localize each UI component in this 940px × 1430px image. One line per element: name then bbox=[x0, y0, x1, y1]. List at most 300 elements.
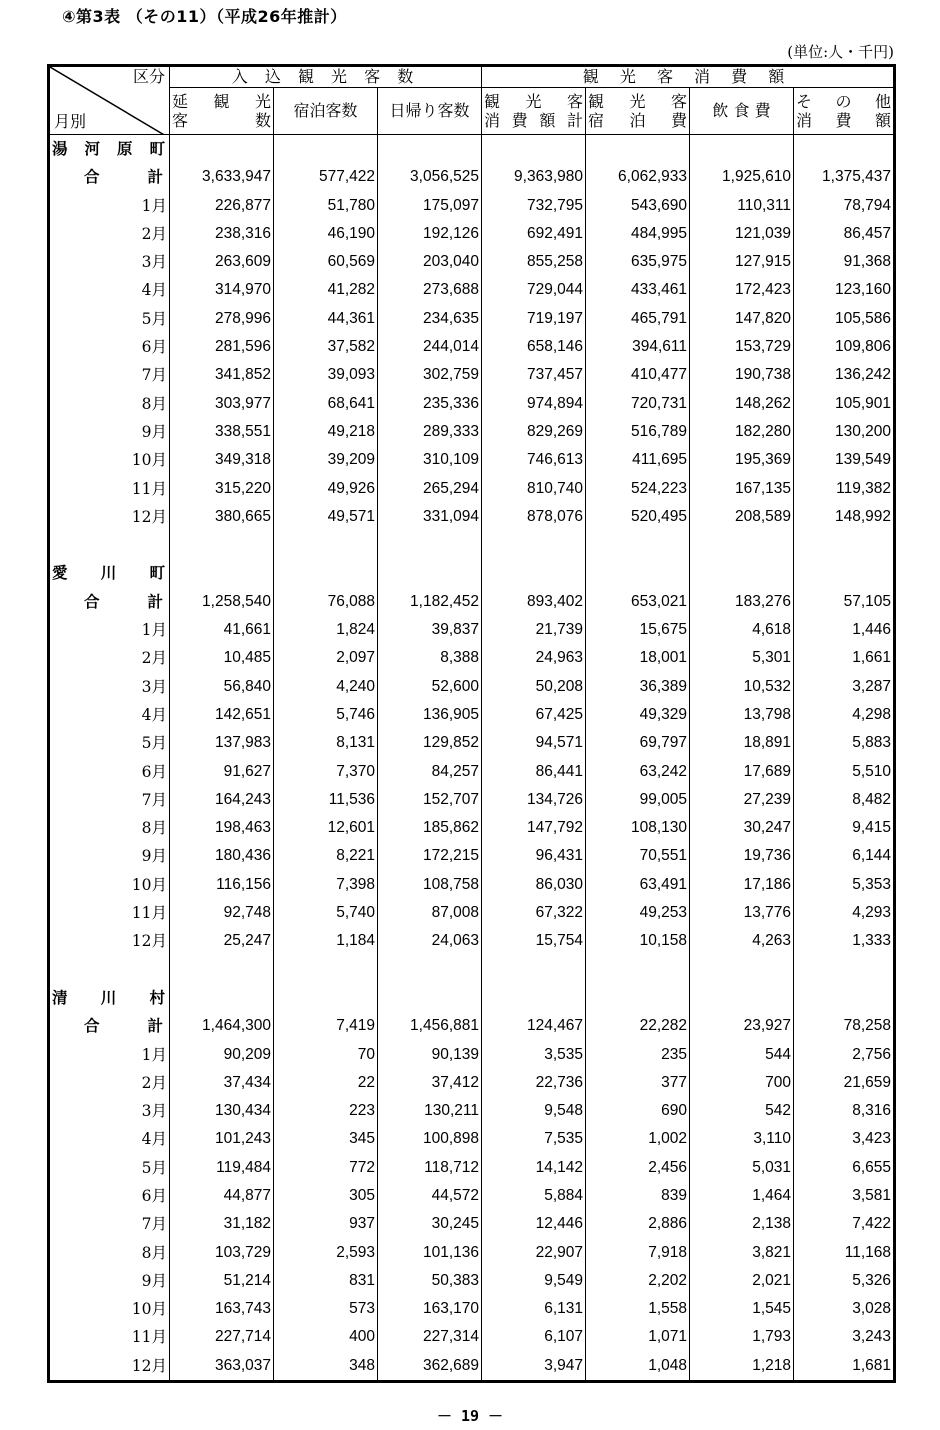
data-value: 310,109 bbox=[378, 446, 482, 474]
empty-cell bbox=[690, 956, 794, 984]
data-value: 658,146 bbox=[482, 333, 586, 361]
data-value: 6,144 bbox=[794, 842, 895, 870]
column-header bbox=[794, 88, 895, 135]
data-value: 524,223 bbox=[586, 475, 690, 503]
table-row bbox=[49, 446, 895, 474]
empty-cell bbox=[170, 956, 274, 984]
total-value: 183,276 bbox=[690, 588, 794, 616]
total-value: 9,363,980 bbox=[482, 163, 586, 191]
month-label: 8月 bbox=[49, 1239, 170, 1267]
data-value: 720,731 bbox=[586, 390, 690, 418]
data-value: 2,456 bbox=[586, 1154, 690, 1182]
data-value: 60,569 bbox=[274, 248, 378, 276]
data-value: 244,014 bbox=[378, 333, 482, 361]
data-value: 8,316 bbox=[794, 1097, 895, 1125]
data-value: 1,002 bbox=[586, 1125, 690, 1153]
table-row bbox=[49, 842, 895, 870]
data-value: 175,097 bbox=[378, 192, 482, 220]
data-value: 63,242 bbox=[586, 758, 690, 786]
data-value: 123,160 bbox=[794, 276, 895, 304]
empty-cell bbox=[170, 531, 274, 559]
data-value: 87,008 bbox=[378, 899, 482, 927]
empty-cell bbox=[482, 984, 586, 1012]
data-value: 49,329 bbox=[586, 701, 690, 729]
data-value: 37,582 bbox=[274, 333, 378, 361]
data-value: 22 bbox=[274, 1069, 378, 1097]
column-header-line1: 飲 食 費 bbox=[712, 101, 771, 120]
total-label-text: 合 計 bbox=[84, 592, 163, 611]
empty-cell bbox=[794, 956, 895, 984]
data-value: 9,548 bbox=[482, 1097, 586, 1125]
empty-cell bbox=[690, 135, 794, 164]
data-value: 121,039 bbox=[690, 220, 794, 248]
data-value: 136,905 bbox=[378, 701, 482, 729]
data-value: 9,415 bbox=[794, 814, 895, 842]
table-row bbox=[49, 276, 895, 304]
column-header-line1: 宿泊客数 bbox=[293, 101, 358, 120]
month-label: 1月 bbox=[49, 616, 170, 644]
data-value: 18,001 bbox=[586, 644, 690, 672]
table-row bbox=[49, 786, 895, 814]
total-value: 57,105 bbox=[794, 588, 895, 616]
data-value: 281,596 bbox=[170, 333, 274, 361]
table-row bbox=[49, 701, 895, 729]
data-value: 234,635 bbox=[378, 305, 482, 333]
data-value: 51,780 bbox=[274, 192, 378, 220]
data-value: 153,729 bbox=[690, 333, 794, 361]
table-row bbox=[49, 305, 895, 333]
unit-note: (単位:人・千円) bbox=[787, 43, 894, 61]
data-value: 39,093 bbox=[274, 361, 378, 389]
data-value: 400 bbox=[274, 1323, 378, 1351]
column-header bbox=[482, 88, 586, 135]
column-header bbox=[378, 88, 482, 135]
table-row bbox=[49, 871, 895, 899]
total-label-text: 合 計 bbox=[84, 168, 163, 187]
data-value: 180,436 bbox=[170, 842, 274, 870]
empty-cell bbox=[274, 531, 378, 559]
empty-cell bbox=[274, 956, 378, 984]
data-value: 119,484 bbox=[170, 1154, 274, 1182]
data-value: 22,907 bbox=[482, 1239, 586, 1267]
data-value: 363,037 bbox=[170, 1352, 274, 1382]
data-value: 163,743 bbox=[170, 1295, 274, 1323]
data-value: 18,891 bbox=[690, 729, 794, 757]
data-value: 192,126 bbox=[378, 220, 482, 248]
data-value: 78,794 bbox=[794, 192, 895, 220]
total-value: 1,456,881 bbox=[378, 1012, 482, 1040]
empty-cell bbox=[378, 956, 482, 984]
data-value: 96,431 bbox=[482, 842, 586, 870]
empty-cell bbox=[482, 531, 586, 559]
total-value: 3,056,525 bbox=[378, 163, 482, 191]
data-value: 137,983 bbox=[170, 729, 274, 757]
data-value: 69,797 bbox=[586, 729, 690, 757]
empty-cell bbox=[690, 531, 794, 559]
data-value: 338,551 bbox=[170, 418, 274, 446]
total-value: 78,258 bbox=[794, 1012, 895, 1040]
data-value: 182,280 bbox=[690, 418, 794, 446]
town-name bbox=[49, 559, 170, 587]
data-value: 50,383 bbox=[378, 1267, 482, 1295]
data-value: 878,076 bbox=[482, 503, 586, 531]
data-value: 227,314 bbox=[378, 1323, 482, 1351]
data-value: 119,382 bbox=[794, 475, 895, 503]
column-header bbox=[690, 88, 794, 135]
table-row bbox=[49, 1323, 895, 1351]
data-value: 2,097 bbox=[274, 644, 378, 672]
data-value: 12,446 bbox=[482, 1210, 586, 1238]
data-value: 86,030 bbox=[482, 871, 586, 899]
data-value: 5,746 bbox=[274, 701, 378, 729]
empty-cell bbox=[274, 984, 378, 1012]
data-value: 732,795 bbox=[482, 192, 586, 220]
column-header bbox=[170, 88, 274, 135]
data-value: 86,457 bbox=[794, 220, 895, 248]
data-value: 7,422 bbox=[794, 1210, 895, 1238]
data-value: 7,398 bbox=[274, 871, 378, 899]
data-value: 49,218 bbox=[274, 418, 378, 446]
data-value: 91,627 bbox=[170, 758, 274, 786]
table-row bbox=[49, 248, 895, 276]
total-value: 1,375,437 bbox=[794, 163, 895, 191]
data-value: 273,688 bbox=[378, 276, 482, 304]
data-value: 227,714 bbox=[170, 1323, 274, 1351]
data-value: 380,665 bbox=[170, 503, 274, 531]
data-value: 433,461 bbox=[586, 276, 690, 304]
month-label: 9月 bbox=[49, 418, 170, 446]
data-value: 91,368 bbox=[794, 248, 895, 276]
month-label: 2月 bbox=[49, 644, 170, 672]
empty-cell bbox=[378, 135, 482, 164]
data-value: 15,754 bbox=[482, 927, 586, 955]
table-row bbox=[49, 1154, 895, 1182]
data-value: 100,898 bbox=[378, 1125, 482, 1153]
data-value: 349,318 bbox=[170, 446, 274, 474]
data-value: 63,491 bbox=[586, 871, 690, 899]
section-header-row bbox=[49, 559, 895, 587]
month-label: 2月 bbox=[49, 1069, 170, 1097]
data-value: 974,894 bbox=[482, 390, 586, 418]
data-value: 5,884 bbox=[482, 1182, 586, 1210]
empty-cell bbox=[170, 559, 274, 587]
data-value: 839 bbox=[586, 1182, 690, 1210]
data-value: 348 bbox=[274, 1352, 378, 1382]
data-value: 315,220 bbox=[170, 475, 274, 503]
data-value: 10,158 bbox=[586, 927, 690, 955]
data-value: 21,659 bbox=[794, 1069, 895, 1097]
data-value: 163,170 bbox=[378, 1295, 482, 1323]
total-value: 893,402 bbox=[482, 588, 586, 616]
empty-cell bbox=[482, 135, 586, 164]
data-value: 101,243 bbox=[170, 1125, 274, 1153]
table-row bbox=[49, 1210, 895, 1238]
table-row bbox=[49, 333, 895, 361]
data-value: 148,992 bbox=[794, 503, 895, 531]
data-value: 8,221 bbox=[274, 842, 378, 870]
total-row bbox=[49, 163, 895, 191]
empty-cell bbox=[586, 531, 690, 559]
data-value: 235,336 bbox=[378, 390, 482, 418]
data-value: 127,915 bbox=[690, 248, 794, 276]
empty-cell bbox=[690, 984, 794, 1012]
table-row bbox=[49, 390, 895, 418]
empty-cell bbox=[586, 984, 690, 1012]
data-value: 44,361 bbox=[274, 305, 378, 333]
data-value: 142,651 bbox=[170, 701, 274, 729]
column-header-line2: 客 数 bbox=[172, 111, 271, 130]
data-value: 692,491 bbox=[482, 220, 586, 248]
data-value: 1,793 bbox=[690, 1323, 794, 1351]
data-value: 24,063 bbox=[378, 927, 482, 955]
month-label: 11月 bbox=[49, 475, 170, 503]
data-value: 109,806 bbox=[794, 333, 895, 361]
data-value: 729,044 bbox=[482, 276, 586, 304]
empty-cell bbox=[482, 559, 586, 587]
data-value: 136,242 bbox=[794, 361, 895, 389]
data-value: 41,661 bbox=[170, 616, 274, 644]
data-value: 8,131 bbox=[274, 729, 378, 757]
data-value: 99,005 bbox=[586, 786, 690, 814]
data-value: 49,253 bbox=[586, 899, 690, 927]
month-label: 11月 bbox=[49, 899, 170, 927]
data-value: 167,135 bbox=[690, 475, 794, 503]
total-label-text: 合 計 bbox=[84, 1017, 163, 1036]
data-value: 831 bbox=[274, 1267, 378, 1295]
empty-cell bbox=[378, 559, 482, 587]
empty-cell bbox=[794, 984, 895, 1012]
data-value: 690 bbox=[586, 1097, 690, 1125]
data-value: 303,977 bbox=[170, 390, 274, 418]
table-row bbox=[49, 361, 895, 389]
data-value: 5,740 bbox=[274, 899, 378, 927]
empty-cell bbox=[690, 559, 794, 587]
data-value: 152,707 bbox=[378, 786, 482, 814]
data-value: 190,738 bbox=[690, 361, 794, 389]
data-value: 6,131 bbox=[482, 1295, 586, 1323]
empty-cell bbox=[794, 531, 895, 559]
month-label: 8月 bbox=[49, 390, 170, 418]
data-value: 203,040 bbox=[378, 248, 482, 276]
total-label bbox=[49, 588, 170, 616]
data-value: 3,423 bbox=[794, 1125, 895, 1153]
data-value: 90,209 bbox=[170, 1041, 274, 1069]
month-label: 5月 bbox=[49, 1154, 170, 1182]
group-header-visitors: 入 込 観 光 客 数 bbox=[170, 66, 482, 88]
column-header-line1: 日帰り客数 bbox=[389, 101, 470, 120]
total-value: 23,927 bbox=[690, 1012, 794, 1040]
data-value: 44,572 bbox=[378, 1182, 482, 1210]
data-value: 3,110 bbox=[690, 1125, 794, 1153]
data-value: 3,947 bbox=[482, 1352, 586, 1382]
total-value: 3,633,947 bbox=[170, 163, 274, 191]
data-value: 30,247 bbox=[690, 814, 794, 842]
empty-cell bbox=[586, 559, 690, 587]
data-value: 3,821 bbox=[690, 1239, 794, 1267]
data-value: 410,477 bbox=[586, 361, 690, 389]
data-value: 289,333 bbox=[378, 418, 482, 446]
data-value: 302,759 bbox=[378, 361, 482, 389]
month-label: 8月 bbox=[49, 814, 170, 842]
month-label: 2月 bbox=[49, 220, 170, 248]
table-row bbox=[49, 1239, 895, 1267]
empty-cell bbox=[378, 984, 482, 1012]
corner-header bbox=[49, 66, 170, 135]
data-value: 195,369 bbox=[690, 446, 794, 474]
data-value: 17,186 bbox=[690, 871, 794, 899]
total-value: 1,258,540 bbox=[170, 588, 274, 616]
data-value: 278,996 bbox=[170, 305, 274, 333]
data-value: 49,926 bbox=[274, 475, 378, 503]
table-row bbox=[49, 644, 895, 672]
data-value: 118,712 bbox=[378, 1154, 482, 1182]
total-value: 22,282 bbox=[586, 1012, 690, 1040]
data-value: 7,370 bbox=[274, 758, 378, 786]
month-label: 7月 bbox=[49, 786, 170, 814]
data-value: 147,792 bbox=[482, 814, 586, 842]
data-value: 1,218 bbox=[690, 1352, 794, 1382]
total-row bbox=[49, 588, 895, 616]
column-header-line1: 観 光 客 bbox=[588, 92, 688, 111]
month-label: 4月 bbox=[49, 1125, 170, 1153]
data-value: 50,208 bbox=[482, 673, 586, 701]
data-value: 341,852 bbox=[170, 361, 274, 389]
data-value: 39,837 bbox=[378, 616, 482, 644]
data-value: 543,690 bbox=[586, 192, 690, 220]
data-value: 130,434 bbox=[170, 1097, 274, 1125]
month-label: 7月 bbox=[49, 361, 170, 389]
total-value: 577,422 bbox=[274, 163, 378, 191]
data-value: 70 bbox=[274, 1041, 378, 1069]
empty-cell bbox=[170, 135, 274, 164]
data-value: 208,589 bbox=[690, 503, 794, 531]
data-value: 11,168 bbox=[794, 1239, 895, 1267]
data-value: 134,726 bbox=[482, 786, 586, 814]
data-value: 3,243 bbox=[794, 1323, 895, 1351]
data-value: 39,209 bbox=[274, 446, 378, 474]
data-value: 90,139 bbox=[378, 1041, 482, 1069]
data-value: 172,423 bbox=[690, 276, 794, 304]
data-value: 377 bbox=[586, 1069, 690, 1097]
month-label: 3月 bbox=[49, 1097, 170, 1125]
data-value: 542 bbox=[690, 1097, 794, 1125]
data-value: 19,736 bbox=[690, 842, 794, 870]
table-row bbox=[49, 1295, 895, 1323]
data-value: 24,963 bbox=[482, 644, 586, 672]
column-header bbox=[586, 88, 690, 135]
data-value: 3,581 bbox=[794, 1182, 895, 1210]
data-value: 3,535 bbox=[482, 1041, 586, 1069]
data-value: 6,655 bbox=[794, 1154, 895, 1182]
data-value: 520,495 bbox=[586, 503, 690, 531]
table-row bbox=[49, 673, 895, 701]
table-row bbox=[49, 192, 895, 220]
data-value: 465,791 bbox=[586, 305, 690, 333]
data-value: 4,240 bbox=[274, 673, 378, 701]
data-value: 37,412 bbox=[378, 1069, 482, 1097]
data-value: 198,463 bbox=[170, 814, 274, 842]
month-label: 10月 bbox=[49, 1295, 170, 1323]
data-value: 1,545 bbox=[690, 1295, 794, 1323]
town-name bbox=[49, 135, 170, 164]
data-value: 36,389 bbox=[586, 673, 690, 701]
empty-cell bbox=[794, 559, 895, 587]
data-value: 1,558 bbox=[586, 1295, 690, 1323]
month-label: 1月 bbox=[49, 1041, 170, 1069]
data-value: 105,586 bbox=[794, 305, 895, 333]
month-label: 6月 bbox=[49, 1182, 170, 1210]
data-value: 2,138 bbox=[690, 1210, 794, 1238]
data-value: 14,142 bbox=[482, 1154, 586, 1182]
data-value: 130,211 bbox=[378, 1097, 482, 1125]
data-value: 3,028 bbox=[794, 1295, 895, 1323]
table-row bbox=[49, 616, 895, 644]
table-row bbox=[49, 729, 895, 757]
data-value: 10,532 bbox=[690, 673, 794, 701]
data-value: 345 bbox=[274, 1125, 378, 1153]
spacer-row bbox=[49, 956, 895, 984]
empty-cell bbox=[274, 559, 378, 587]
data-value: 9,549 bbox=[482, 1267, 586, 1295]
data-value: 8,482 bbox=[794, 786, 895, 814]
data-value: 116,156 bbox=[170, 871, 274, 899]
data-value: 7,535 bbox=[482, 1125, 586, 1153]
empty-cell bbox=[49, 956, 170, 984]
empty-cell bbox=[378, 531, 482, 559]
empty-cell bbox=[586, 956, 690, 984]
section-header-row bbox=[49, 135, 895, 164]
page-number: － 19 － bbox=[436, 1407, 504, 1425]
month-label: 3月 bbox=[49, 248, 170, 276]
tourism-table bbox=[47, 64, 896, 1383]
corner-bottom-label: 月別 bbox=[54, 112, 87, 131]
month-label: 11月 bbox=[49, 1323, 170, 1351]
data-value: 108,758 bbox=[378, 871, 482, 899]
data-value: 101,136 bbox=[378, 1239, 482, 1267]
group-header-consumption: 観 光 客 消 費 額 bbox=[482, 66, 895, 88]
data-value: 1,446 bbox=[794, 616, 895, 644]
month-label: 5月 bbox=[49, 305, 170, 333]
data-value: 130,200 bbox=[794, 418, 895, 446]
data-value: 52,600 bbox=[378, 673, 482, 701]
total-label bbox=[49, 163, 170, 191]
data-value: 5,883 bbox=[794, 729, 895, 757]
data-value: 411,695 bbox=[586, 446, 690, 474]
spacer-row bbox=[49, 531, 895, 559]
data-value: 746,613 bbox=[482, 446, 586, 474]
data-value: 263,609 bbox=[170, 248, 274, 276]
data-value: 147,820 bbox=[690, 305, 794, 333]
data-value: 84,257 bbox=[378, 758, 482, 786]
data-value: 516,789 bbox=[586, 418, 690, 446]
corner-top-label: 区分 bbox=[132, 67, 165, 86]
data-value: 13,776 bbox=[690, 899, 794, 927]
data-value: 5,510 bbox=[794, 758, 895, 786]
table-row bbox=[49, 1182, 895, 1210]
empty-cell bbox=[794, 135, 895, 164]
data-value: 1,824 bbox=[274, 616, 378, 644]
data-value: 573 bbox=[274, 1295, 378, 1323]
month-label: 9月 bbox=[49, 842, 170, 870]
table-row bbox=[49, 220, 895, 248]
data-value: 49,571 bbox=[274, 503, 378, 531]
data-value: 1,048 bbox=[586, 1352, 690, 1382]
data-value: 15,675 bbox=[586, 616, 690, 644]
data-value: 27,239 bbox=[690, 786, 794, 814]
data-value: 70,551 bbox=[586, 842, 690, 870]
data-value: 31,182 bbox=[170, 1210, 274, 1238]
column-header bbox=[274, 88, 378, 135]
